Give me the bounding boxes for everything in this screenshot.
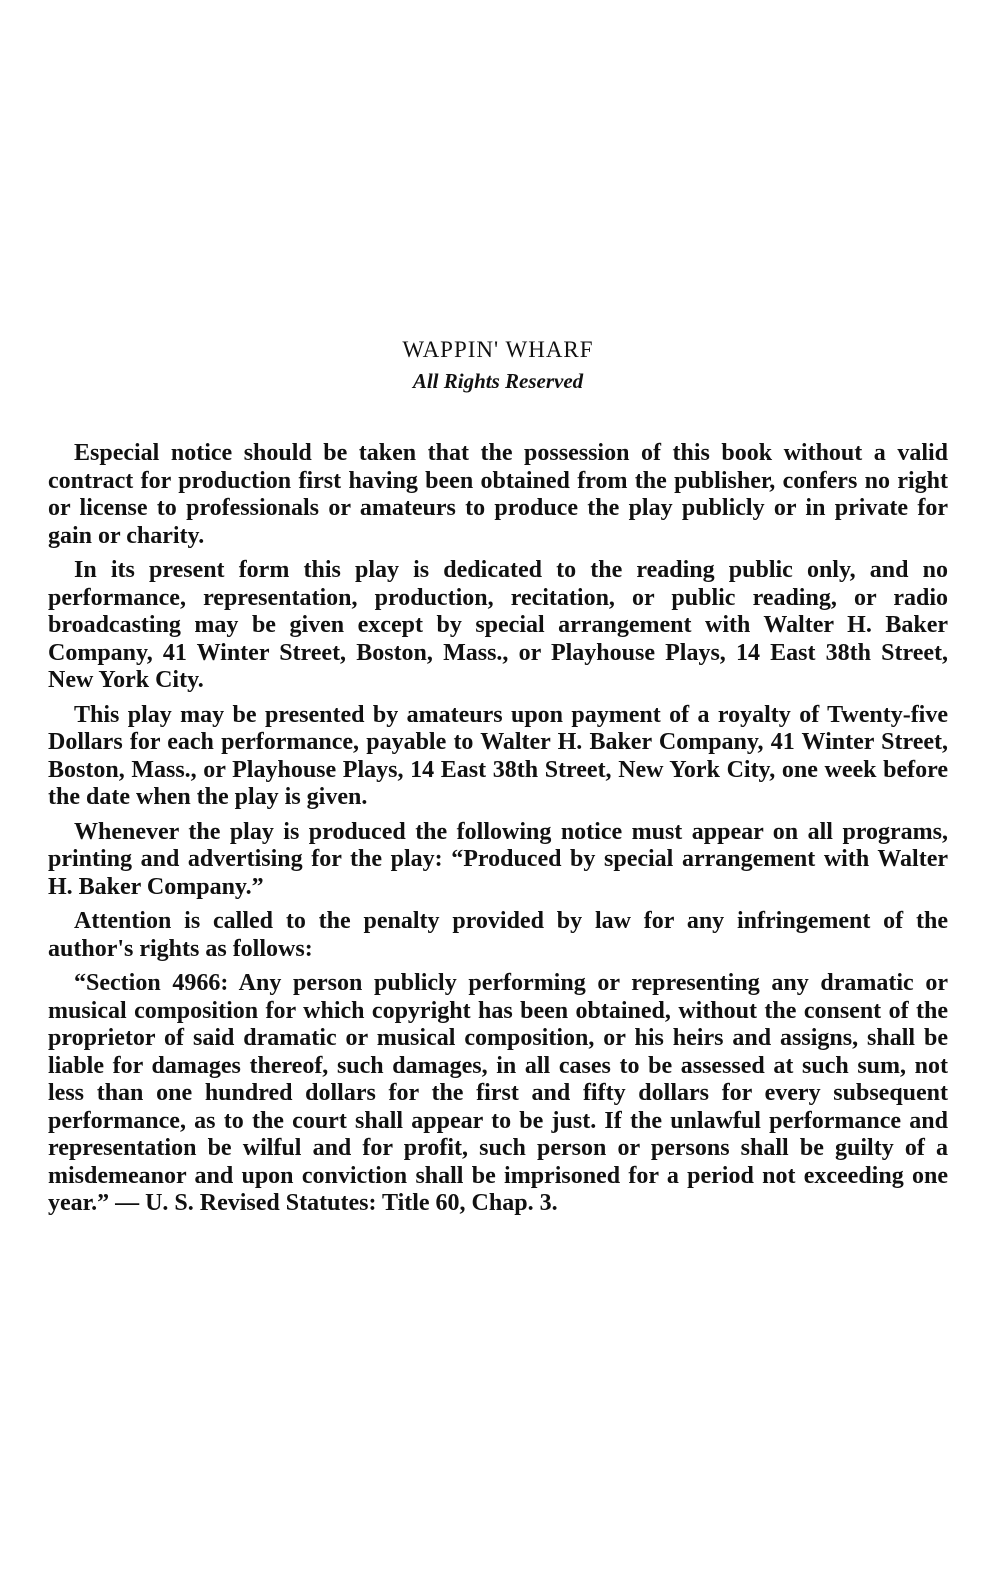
copyright-page bbox=[48, 335, 948, 1225]
notice-paragraph-performance: In its present form this play is dedicated to the reading public only, and no performance, representation, production, recitation, or public reading, or radio broadcasting may be given except by special arrangement with Walter H. Baker Company, 41 Winter Street, Boston, Mass., or Playhouse Plays, 14 East 38th Street, New York City. bbox=[48, 557, 948, 693]
play-title: WAPPIN' WHARF bbox=[402, 337, 594, 362]
notice-paragraph-statute: “Section 4966: Any person publicly performing or representing any dramatic or musical composition for which copyright has been obtained, without the consent of the proprietor of said dramatic or musical composition, or his heirs and assigns, shall be liable for damages thereof, such damages, in all cases to be assessed at such sum, not less than one hundred dollars for the first and fifty dollars for every subsequent performance, as to the court shall appear to be just. If the unlawful performance and representation be wilful and for profit, such person or persons shall be guilty of a misdemeanor and upon conviction shall be imprisoned for a period not exceeding one year.” — U. S. Revised Statutes: Title 60, Chap. 3. bbox=[48, 970, 948, 1216]
notice-body bbox=[48, 440, 948, 1218]
notice-paragraph-royalty: This play may be presented by amateurs upon payment of a royalty of Twenty-five Dollars for each performance, payable to Walter H. Baker Company, 41 Winter Street, Boston, Mass., or Playhouse Plays, 14 East 38th Street, New York City, one week before the date when the play is given. bbox=[48, 701, 948, 810]
notice-paragraph-penalty-intro: Attention is called to the penalty provided by law for any infringement of the author's rights as follows: bbox=[48, 908, 948, 962]
notice-paragraph-possession: Especial notice should be taken that the possession of this book without a valid contract for production first having been obtained from the publisher, confers no right or license to professionals or amateurs to produce the play publicly or in private for gain or charity. bbox=[48, 440, 948, 549]
rights-subtitle: All Rights Reserved bbox=[412, 369, 584, 393]
notice-paragraph-program-credit: Whenever the play is produced the following notice must appear on all programs, printing and advertising for the play: “Produced by special arrangement with Walter H. Baker Company.” bbox=[48, 818, 948, 900]
